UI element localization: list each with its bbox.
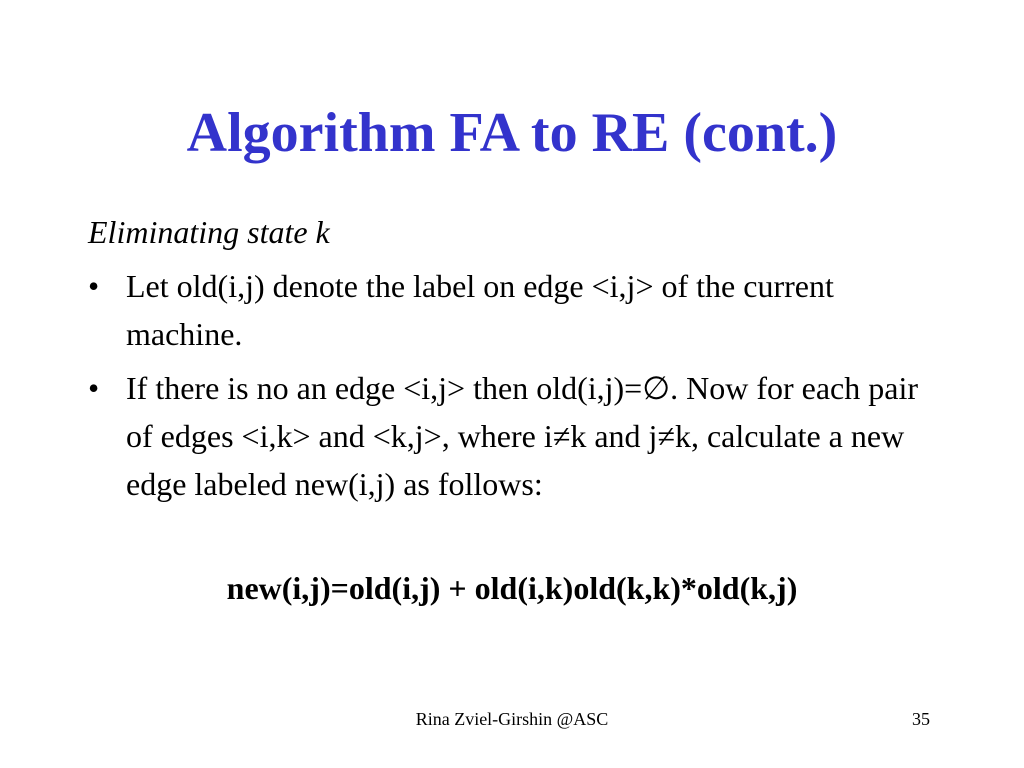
slide-body (88, 208, 938, 508)
footer-credit: Rina Zviel-Girshin @ASC (415, 709, 609, 729)
bullet-icon: • (88, 268, 100, 304)
bullet-list (88, 262, 938, 508)
bullet-item (88, 364, 938, 508)
bullet-text: If there is no an edge <i,j> then old(i,j)=∅. Now for each pair of edges <i,k> and <k,j>, where i≠k and j≠k, calculate a new edge labeled new(i,j) as follows: (126, 370, 918, 502)
bullet-item (88, 262, 938, 358)
bullet-icon: • (88, 370, 100, 406)
bullet-text: Let old(i,j) denote the label on edge <i,j> of the current machine. (126, 268, 834, 352)
page-number: 35 (912, 709, 930, 729)
formula: new(i,j)=old(i,j) + old(i,k)old(k,k)*old(k,j) (226, 570, 798, 606)
slide-title: Algorithm FA to RE (cont.) (186, 102, 838, 164)
subheading: Eliminating state k (88, 214, 330, 250)
